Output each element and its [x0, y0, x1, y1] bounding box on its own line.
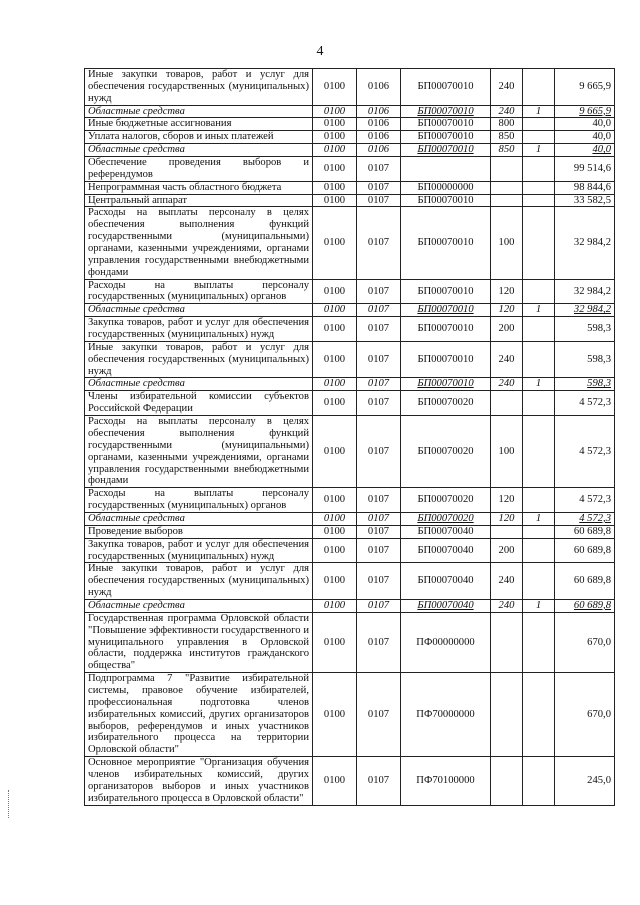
target-article-code: БП00070010: [401, 341, 491, 378]
table-row: [85, 538, 615, 563]
target-article-code: БП00070010: [401, 69, 491, 106]
table-row: [85, 341, 615, 378]
subsection-code: 0107: [357, 279, 401, 304]
funding-source-code: 1: [523, 378, 555, 391]
row-name: Расходы на выплаты персоналу в целях обеспечения выполнения функций государственными (муниципальными) органами, казенными учреждениями, органами управления государственными внебюджетными фондами: [85, 207, 313, 279]
section-code: 0100: [313, 317, 357, 342]
subsection-code: 0107: [357, 317, 401, 342]
row-name: Областные средства: [85, 378, 313, 391]
subsection-code: 0107: [357, 599, 401, 612]
row-name: Члены избирательной комиссии субъектов Российской Федерации: [85, 391, 313, 416]
funding-source-code: [523, 317, 555, 342]
table-row: [85, 757, 615, 805]
target-article-code: БП00070020: [401, 488, 491, 513]
expense-type-code: [491, 157, 523, 182]
row-name: Областные средства: [85, 105, 313, 118]
amount: 4 572,3: [555, 488, 615, 513]
amount: 598,3: [555, 378, 615, 391]
amount: 9 665,9: [555, 69, 615, 106]
table-row: [85, 391, 615, 416]
expense-type-code: 120: [491, 488, 523, 513]
target-article-code: БП00070020: [401, 416, 491, 488]
table-row: [85, 488, 615, 513]
subsection-code: 0107: [357, 512, 401, 525]
expense-type-code: [491, 391, 523, 416]
target-article-code: БП00070010: [401, 131, 491, 144]
funding-source-code: [523, 279, 555, 304]
section-code: 0100: [313, 673, 357, 757]
table-row: [85, 69, 615, 106]
target-article-code: ПФ00000000: [401, 612, 491, 672]
row-name: Проведение выборов: [85, 525, 313, 538]
row-name: Закупка товаров, работ и услуг для обеспечения государственных (муниципальных) нужд: [85, 538, 313, 563]
subsection-code: 0107: [357, 673, 401, 757]
table-body: [85, 69, 615, 806]
amount: 670,0: [555, 612, 615, 672]
target-article-code: ПФ70100000: [401, 757, 491, 805]
target-article-code: БП00070010: [401, 105, 491, 118]
amount: 60 689,8: [555, 538, 615, 563]
target-article-code: БП00000000: [401, 181, 491, 194]
section-code: 0100: [313, 538, 357, 563]
subsection-code: 0107: [357, 391, 401, 416]
page-number: 4: [316, 44, 324, 59]
subsection-code: 0106: [357, 118, 401, 131]
section-code: 0100: [313, 563, 357, 600]
expense-type-code: 200: [491, 538, 523, 563]
amount: 4 572,3: [555, 416, 615, 488]
amount: 598,3: [555, 341, 615, 378]
section-code: 0100: [313, 612, 357, 672]
funding-source-code: [523, 207, 555, 279]
section-code: 0100: [313, 599, 357, 612]
target-article-code: БП00070010: [401, 304, 491, 317]
section-code: 0100: [313, 757, 357, 805]
target-article-code: БП00070040: [401, 563, 491, 600]
target-article-code: БП00070010: [401, 144, 491, 157]
row-name: Закупка товаров, работ и услуг для обеспечения государственных (муниципальных) нужд: [85, 317, 313, 342]
subsection-code: 0107: [357, 416, 401, 488]
section-code: 0100: [313, 416, 357, 488]
table-row: [85, 144, 615, 157]
subsection-code: 0107: [357, 304, 401, 317]
row-name: Областные средства: [85, 512, 313, 525]
amount: 598,3: [555, 317, 615, 342]
amount: 60 689,8: [555, 599, 615, 612]
row-name: Уплата налогов, сборов и иных платежей: [85, 131, 313, 144]
expense-type-code: 800: [491, 118, 523, 131]
target-article-code: БП00070010: [401, 317, 491, 342]
row-name: Непрограммная часть областного бюджета: [85, 181, 313, 194]
budget-table: [84, 68, 615, 806]
table-row: [85, 599, 615, 612]
section-code: 0100: [313, 194, 357, 207]
section-code: 0100: [313, 279, 357, 304]
row-name: Иные бюджетные ассигнования: [85, 118, 313, 131]
expense-type-code: [491, 757, 523, 805]
expense-type-code: 240: [491, 105, 523, 118]
funding-source-code: [523, 157, 555, 182]
expense-type-code: 850: [491, 131, 523, 144]
funding-source-code: 1: [523, 599, 555, 612]
row-name: Областные средства: [85, 304, 313, 317]
target-article-code: БП00070020: [401, 391, 491, 416]
target-article-code: [401, 157, 491, 182]
funding-source-code: 1: [523, 304, 555, 317]
row-name: Областные средства: [85, 599, 313, 612]
funding-source-code: [523, 538, 555, 563]
amount: 40,0: [555, 144, 615, 157]
section-code: 0100: [313, 131, 357, 144]
expense-type-code: 100: [491, 207, 523, 279]
subsection-code: 0107: [357, 157, 401, 182]
section-code: 0100: [313, 144, 357, 157]
subsection-code: 0107: [357, 612, 401, 672]
margin-mark: [8, 790, 10, 818]
section-code: 0100: [313, 207, 357, 279]
amount: 670,0: [555, 673, 615, 757]
table-row: [85, 194, 615, 207]
target-article-code: БП00070010: [401, 118, 491, 131]
table-row: [85, 317, 615, 342]
row-name: Подпрограмма 7 "Развитие избирательной системы, правовое обучение избирателей, профессиональная подготовка членов избирательных комиссий, других организаторов выборов, референдумов и иных участников избирательного процесса на территории Орловской области": [85, 673, 313, 757]
table-row: [85, 181, 615, 194]
expense-type-code: 240: [491, 563, 523, 600]
row-name: Обеспечение проведения выборов и референдумов: [85, 157, 313, 182]
subsection-code: 0107: [357, 341, 401, 378]
table-row: [85, 118, 615, 131]
amount: 33 582,5: [555, 194, 615, 207]
table-row: [85, 416, 615, 488]
expense-type-code: [491, 181, 523, 194]
expense-type-code: 120: [491, 279, 523, 304]
row-name: Областные средства: [85, 144, 313, 157]
funding-source-code: [523, 525, 555, 538]
amount: 32 984,2: [555, 279, 615, 304]
expense-type-code: 120: [491, 512, 523, 525]
row-name: Расходы на выплаты персоналу государственных (муниципальных) органов: [85, 279, 313, 304]
funding-source-code: [523, 488, 555, 513]
expense-type-code: [491, 612, 523, 672]
section-code: 0100: [313, 118, 357, 131]
subsection-code: 0106: [357, 69, 401, 106]
target-article-code: БП00070010: [401, 378, 491, 391]
funding-source-code: [523, 673, 555, 757]
table-row: [85, 525, 615, 538]
table-row: [85, 612, 615, 672]
funding-source-code: 1: [523, 105, 555, 118]
expense-type-code: 240: [491, 341, 523, 378]
subsection-code: 0107: [357, 488, 401, 513]
expense-type-code: 850: [491, 144, 523, 157]
funding-source-code: [523, 194, 555, 207]
amount: 32 984,2: [555, 207, 615, 279]
target-article-code: БП00070010: [401, 279, 491, 304]
table-row: [85, 673, 615, 757]
subsection-code: 0106: [357, 131, 401, 144]
funding-source-code: [523, 118, 555, 131]
subsection-code: 0107: [357, 525, 401, 538]
section-code: 0100: [313, 512, 357, 525]
table-row: [85, 131, 615, 144]
target-article-code: БП00070010: [401, 194, 491, 207]
amount: 4 572,3: [555, 512, 615, 525]
table-row: [85, 563, 615, 600]
table-row: [85, 304, 615, 317]
target-article-code: БП00070020: [401, 512, 491, 525]
target-article-code: ПФ70000000: [401, 673, 491, 757]
row-name: Иные закупки товаров, работ и услуг для обеспечения государственных (муниципальных) нужд: [85, 69, 313, 106]
expense-type-code: 200: [491, 317, 523, 342]
target-article-code: БП00070040: [401, 525, 491, 538]
row-name: Расходы на выплаты персоналу в целях обеспечения выполнения функций государственными (муниципальными) органами, казенными учреждениями, органами управления государственными внебюджетными фондами: [85, 416, 313, 488]
funding-source-code: [523, 391, 555, 416]
amount: 98 844,6: [555, 181, 615, 194]
expense-type-code: 240: [491, 69, 523, 106]
funding-source-code: 1: [523, 512, 555, 525]
expense-type-code: 240: [491, 378, 523, 391]
table-row: [85, 105, 615, 118]
target-article-code: БП00070040: [401, 599, 491, 612]
funding-source-code: [523, 563, 555, 600]
funding-source-code: [523, 612, 555, 672]
target-article-code: БП00070040: [401, 538, 491, 563]
section-code: 0100: [313, 105, 357, 118]
expense-type-code: [491, 673, 523, 757]
subsection-code: 0107: [357, 207, 401, 279]
amount: 245,0: [555, 757, 615, 805]
amount: 32 984,2: [555, 304, 615, 317]
amount: 99 514,6: [555, 157, 615, 182]
row-name: Государственная программа Орловской области "Повышение эффективности государственного и муниципального управления в Орловской области, поддержка институтов гражданского общества": [85, 612, 313, 672]
table-row: [85, 157, 615, 182]
table-row: [85, 378, 615, 391]
section-code: 0100: [313, 378, 357, 391]
expense-type-code: [491, 525, 523, 538]
subsection-code: 0107: [357, 194, 401, 207]
section-code: 0100: [313, 341, 357, 378]
subsection-code: 0106: [357, 105, 401, 118]
amount: 60 689,8: [555, 525, 615, 538]
amount: 60 689,8: [555, 563, 615, 600]
funding-source-code: [523, 181, 555, 194]
subsection-code: 0107: [357, 563, 401, 600]
amount: 40,0: [555, 131, 615, 144]
funding-source-code: [523, 341, 555, 378]
section-code: 0100: [313, 488, 357, 513]
row-name: Расходы на выплаты персоналу государственных (муниципальных) органов: [85, 488, 313, 513]
amount: 4 572,3: [555, 391, 615, 416]
section-code: 0100: [313, 304, 357, 317]
expense-type-code: 100: [491, 416, 523, 488]
funding-source-code: 1: [523, 144, 555, 157]
funding-source-code: [523, 131, 555, 144]
table-row: [85, 207, 615, 279]
subsection-code: 0107: [357, 181, 401, 194]
row-name: Основное мероприятие "Организация обучения членов избирательных комиссий, других организаторов выборов и иных участников избирательного процесса в Орловской области": [85, 757, 313, 805]
row-name: Центральный аппарат: [85, 194, 313, 207]
expense-type-code: [491, 194, 523, 207]
subsection-code: 0107: [357, 538, 401, 563]
amount: 40,0: [555, 118, 615, 131]
target-article-code: БП00070010: [401, 207, 491, 279]
section-code: 0100: [313, 181, 357, 194]
section-code: 0100: [313, 525, 357, 538]
row-name: Иные закупки товаров, работ и услуг для обеспечения государственных (муниципальных) нужд: [85, 341, 313, 378]
table-row: [85, 279, 615, 304]
amount: 9 665,9: [555, 105, 615, 118]
row-name: Иные закупки товаров, работ и услуг для обеспечения государственных (муниципальных) нужд: [85, 563, 313, 600]
section-code: 0100: [313, 391, 357, 416]
funding-source-code: [523, 416, 555, 488]
section-code: 0100: [313, 157, 357, 182]
subsection-code: 0107: [357, 378, 401, 391]
funding-source-code: [523, 757, 555, 805]
funding-source-code: [523, 69, 555, 106]
subsection-code: 0106: [357, 144, 401, 157]
expense-type-code: 240: [491, 599, 523, 612]
table-row: [85, 512, 615, 525]
subsection-code: 0107: [357, 757, 401, 805]
section-code: 0100: [313, 69, 357, 106]
expense-type-code: 120: [491, 304, 523, 317]
